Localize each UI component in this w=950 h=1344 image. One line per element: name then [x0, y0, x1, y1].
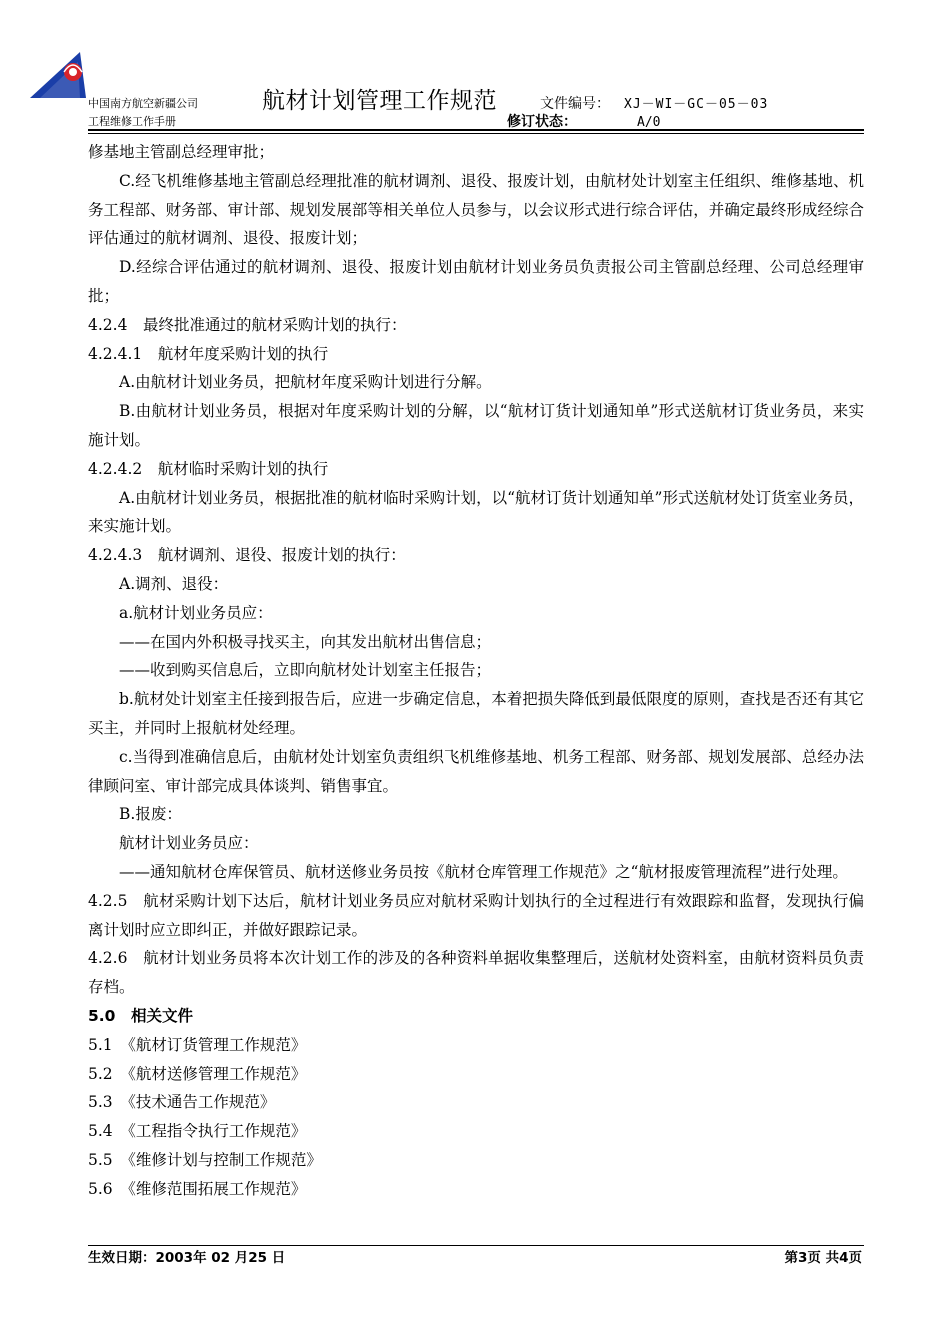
document-number-label: 文件编号：: [540, 96, 610, 112]
related-document-item: 5.2 《航材送修管理工作规范》: [88, 1064, 307, 1083]
related-document-item: 5.3 《技术通告工作规范》: [88, 1093, 276, 1112]
header-divider-thin: [88, 133, 864, 134]
paragraph: c.当得到准确信息后，由航材处计划室负责组织飞机维修基地、机务工程部、财务部、规划发展部、总经办法律顾问室、审计部完成具体谈判、销售事宜。: [88, 747, 864, 795]
effective-date: 生效日期：2003年 02 月25 日: [88, 1250, 286, 1266]
document-number: [540, 93, 768, 113]
subsection-heading: 4.2.4.2 航材临时采购计划的执行: [88, 459, 329, 478]
paragraph: 4.2.5 航材采购计划下达后，航材计划业务员应对航材采购计划执行的全过程进行有效跟踪和监督，发现执行偏离计划时应立即纠正，并做好跟踪记录。: [88, 891, 864, 939]
paragraph: D.经综合评估通过的航材调剂、退役、报废计划由航材计划业务员负责报公司主管副总经理、公司总经理审批；: [88, 258, 864, 305]
paragraph: A.由航材计划业务员，把航材年度采购计划进行分解。: [119, 373, 492, 392]
paragraph: C.经飞机维修基地主管副总经理批准的航材调剂、退役、报废计划，由航材处计划室主任组织、维修基地、机务工程部、财务部、审计部、规划发展部等相关单位人员参与，以会议形式进行综合评估，并确定最终形成经综合评估通过的航材调剂、退役、报废计划；: [88, 171, 864, 248]
revision-label: 修订状态：: [507, 114, 577, 130]
paragraph: 航材计划业务员应：: [119, 834, 259, 853]
related-document-item: 5.1 《航材订货管理工作规范》: [88, 1035, 307, 1054]
paragraph: ——通知航材仓库保管员、航材送修业务员按《航材仓库管理工作规范》之“航材报废管理流程”进行处理。: [119, 862, 848, 881]
revision-value: A/0: [637, 115, 661, 130]
paragraph: B.由航材计划业务员，根据对年度采购计划的分解，以“航材订货计划通知单”形式送航材订货业务员，来实施计划。: [88, 402, 864, 449]
related-document-item: 5.5 《维修计划与控制工作规范》: [88, 1150, 322, 1169]
paragraph: 4.2.6 航材计划业务员将本次计划工作的涉及的各种资料单据收集整理后，送航材处资料室，由航材资料员负责存档。: [88, 949, 864, 997]
related-document-item: 5.4 《工程指令执行工作规范》: [88, 1122, 307, 1141]
company-logo-icon: [28, 48, 98, 100]
document-title: 航材计划管理工作规范: [262, 88, 497, 114]
document-number-value: XJ－WI－GC－05－03: [624, 97, 769, 112]
document-body: [88, 138, 864, 1203]
company-name: 中国南方航空新疆公司: [88, 97, 198, 110]
manual-name: 工程维修工作手册: [88, 115, 176, 128]
paragraph: ——在国内外积极寻找买主，向其发出航材出售信息；: [119, 632, 492, 651]
section-heading: 5.0 相关文件: [88, 1006, 193, 1025]
subsection-heading: 4.2.4.1 航材年度采购计划的执行: [88, 344, 329, 363]
related-document-item: 5.6 《维修范围拓展工作规范》: [88, 1179, 307, 1198]
header-divider: [88, 129, 864, 131]
paragraph: ——收到购买信息后，立即向航材处计划室主任报告；: [119, 661, 492, 680]
paragraph: 修基地主管副总经理审批；: [88, 143, 275, 161]
paragraph: b.航材处计划室主任接到报告后，应进一步确定信息，本着把损失降低到最低限度的原则，查找是否还有其它买主，并同时上报航材处经理。: [88, 690, 864, 737]
revision-status: [507, 111, 660, 131]
paragraph: a.航材计划业务员应：: [119, 603, 273, 622]
page-number: 第3页 共4页: [784, 1250, 862, 1266]
subsection-heading: 4.2.4.3 航材调剂、退役、报废计划的执行：: [88, 546, 406, 565]
paragraph: B.报废：: [119, 805, 182, 824]
subsection-heading: 4.2.4 最终批准通过的航材采购计划的执行：: [88, 315, 407, 334]
paragraph: A.调剂、退役：: [119, 574, 229, 593]
paragraph: A.由航材计划业务员，根据批准的航材临时采购计划，以“航材订货计划通知单”形式送航材处订货室业务员，来实施计划。: [88, 488, 864, 536]
